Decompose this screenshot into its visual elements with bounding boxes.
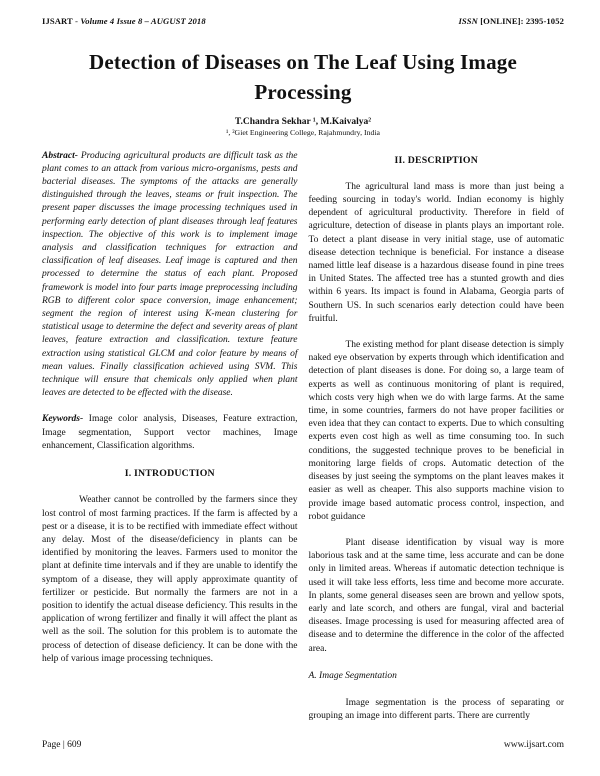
abstract-text: Producing agricultural products are difficult task as the plant comes to an attack from various micro-organisms, pests and bacterial diseases. The symptoms of the attacks are generally distinguished through the leaves, steams or fruit inspection. The present paper discusses the image processing techniques used in performing early detection of plant diseases through leaf features inspection. The objective of this work is to implement image analysis and classification techniques for extraction and classification of leaf diseases. Leaf image is captured and then processed to determine the status of each plant. Proposed framework is model into four parts image preprocessing including RGB to different color space conversion, image enhancement; segment the region of interest using K-mean clustering for statistical usage to determine the defect and severity areas of plant leaves, feature extraction and classification. texture feature extraction using statistical GLCM and color feature by means of mean values. Finally classification achieved using SVM. This technique will ensure that chemicals only applied when plant leaves are detected to be effected with the disease.: [42, 150, 298, 399]
introduction-paragraph: Weather cannot be controlled by the farmers since they lost control of most farming practices. If the farm is affected by a pest or a disease, it is to be rectified with immediate effect without any delay. Most of the disease/deficiency in plants can be identified by monitoring the leaves. Farmers used to monitor the plant at definite time intervals and if they are unable to identify the symptom of a disease, they will apply approximate quantity of fertilizer or pesticide. But normally the farmers are not in a position to identify the actual disease deficiency. This results in the application of wrong fertilizer and finally it will affect the plant as well as the soil. The solution for this problem is to automate the process of detection of disease deficiency. It can be done with the help of various image processing techniques.: [42, 495, 298, 664]
affiliation-line: ¹, ²Giet Engineering College, Rajahmundry, India: [225, 127, 380, 137]
abstract-label: Abstract-: [42, 150, 78, 161]
section-heading-introduction: I. INTRODUCTION: [124, 468, 215, 480]
keywords-paragraph: [42, 413, 298, 453]
paper-title: Detection of Diseases on The Leaf Using Image Processing: [89, 50, 517, 104]
description-paragraph-1: The agricultural land mass is more than just being a feeding sourcing in today's world. Indian economy is highly dependent of agricultural productivity. Therefore in field of agriculture, detection of disease in plants plays an important role. To detect a plant disease in very initial stage, use of automatic disease detection technique is beneficial. For instance a disease named little leaf disease is a hazardous disease found in pine trees in United States. The affected tree has a stunted growth and dies within 6 years. Its impact is found in Alabama, Georgia parts of Southern US. In such scenarios early detection could have been fruitful.: [308, 181, 564, 324]
authors-line: T.Chandra Sekhar ¹, M.Kaivalya²: [234, 116, 372, 127]
section-heading-description: II. DESCRIPTION: [394, 154, 479, 166]
journal-volume-issue: - Volume 4 Issue 8 – AUGUST 2018: [72, 16, 206, 26]
right-column: [309, 150, 565, 737]
keywords-label: Keywords-: [42, 414, 84, 425]
page-number: Page | 609: [42, 740, 82, 750]
journal-header: [42, 16, 564, 26]
description-paragraph-3: Plant disease identification by visual way is more laborious task and at the same time, less accurate and can be done only in limited areas. Whereas if automatic detection technique is used it will take less efforts, less time and become more accurate. In plants, some general diseases seen are brown and yellow spots, early and late scorch, and others are fungal, viral and bacterial diseases. Image processing is used for measuring affected area of disease and to determine the difference in the color of the affected area.: [308, 537, 564, 654]
journal-issn-line: [458, 16, 564, 26]
page-footer: [42, 740, 564, 750]
subsection-heading-image-segmentation: A. Image Segmentation: [308, 670, 397, 681]
image-segmentation-paragraph: Image segmentation is the process of separating or grouping an image into different parts. There are currently: [308, 697, 564, 722]
journal-volume-line: [42, 16, 206, 26]
journal-name: IJSART: [42, 16, 73, 26]
left-column: [42, 150, 298, 737]
description-paragraph-2: The existing method for plant disease detection is simply naked eye observation by experts through which identification and detection of plant diseases is done. For doing so, a large team of experts as well as continuous monitoring of plant is required, which costs very high when we do with large farms. At the same time, in some countries, farmers do not have proper facilities or even idea that they can contact to experts. Due to which consulting experts even cost high as well as time consuming too. In such conditions, the suggested technique proves to be beneficial in monitoring large fields of crops. Automatic detection of the diseases by just seeing the symptoms on the plant leaves makes it easier as well as cheaper. This also supports machine vision to provide image based automatic process control, inspection, and robot guidance: [308, 340, 564, 522]
issn-label: ISSN: [458, 16, 481, 26]
two-column-body: [42, 150, 564, 737]
keywords-text: Image color analysis, Diseases, Feature extraction, Image segmentation, Support vector machines, Image enhancement, Classification algorithms.: [42, 414, 298, 451]
abstract-paragraph: [42, 150, 298, 401]
issn-number: [ONLINE]: 2395-1052: [480, 16, 564, 26]
journal-website: www.ijsart.com: [503, 740, 564, 750]
